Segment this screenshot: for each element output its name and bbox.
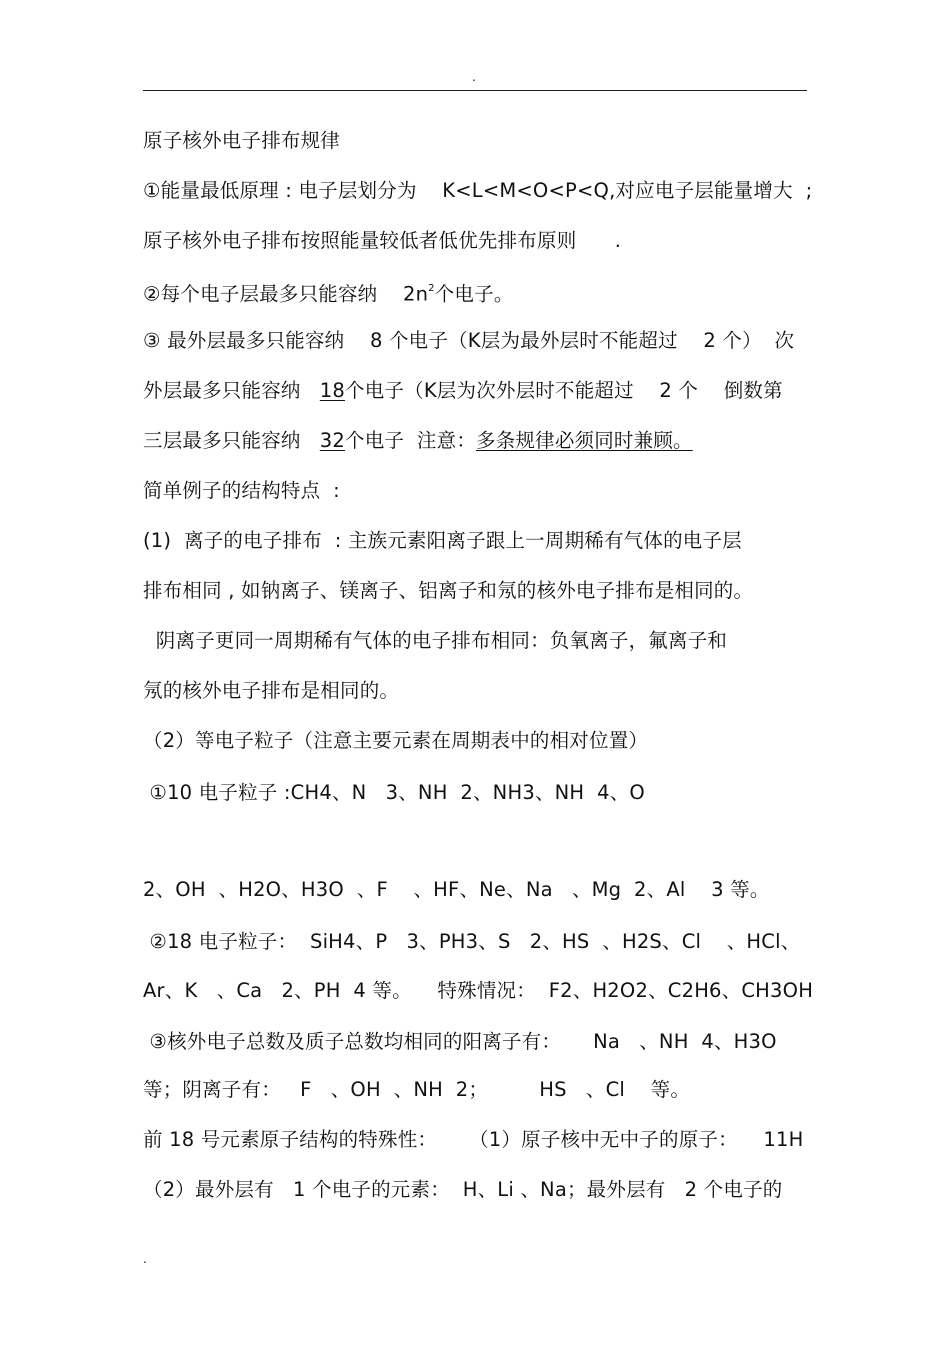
text-line: ①10 电子粒子 :CH4、N 3、NH 2、NH3、NH 4、O (143, 781, 645, 804)
text-span: 三层最多只能容纳 (143, 429, 320, 452)
text-line (143, 428, 693, 454)
text-line: 原子核外电子排布按照能量较低者低优先排布原则 . (143, 229, 622, 252)
text-line: 等；阴离子有： F 、OH 、NH 2； HS 、Cl 等。 (143, 1078, 691, 1101)
text-line: 2、OH 、H2O、H3O 、F 、HF、Ne、Na 、Mg 2、Al 3 等。 (143, 878, 770, 901)
text-span: 个电子（K层为次外层时不能超过 2 个 倒数第 (345, 379, 783, 402)
text-span: 个电子。 (434, 282, 514, 306)
text-line: ①能量最低原理 : 电子层划分为 K<L<M<O<P<Q,对应电子层能量增大 ; (143, 179, 813, 202)
text-line (143, 378, 783, 404)
footer-dot: . (143, 1252, 147, 1266)
text-line: 阴离子更同一周期稀有气体的电子排布相同：负氧离子，氟离子和 (143, 629, 728, 652)
text-line: ②18 电子粒子： SiH4、P 3、PH3、S 2、HS 、H2S、Cl 、HCl、 (143, 930, 801, 953)
text-span: ②每个电子层最多只能容纳 2n (143, 282, 429, 306)
text-line: （2）最外层有 1 个电子的元素： H、Li 、Na；最外层有 2 个电子的 (143, 1178, 783, 1201)
text-line: (1) 离子的电子排布 : 主族元素阳离子跟上一周期稀有气体的电子层 (143, 529, 742, 552)
section-title-electron-rules: 原子核外电子排布规律 (143, 129, 341, 152)
text-line: 排布相同 , 如钠离子、镁离子、铝离子和氖的核外电子排布是相同的。 (143, 579, 754, 602)
text-line: （2）等电子粒子（注意主要元素在周期表中的相对位置） (143, 729, 649, 752)
superscript: 2 (428, 283, 435, 294)
text-line: ③ 最外层最多只能容纳 8 个电子（K层为最外层时不能超过 2 个） 次 (143, 329, 795, 352)
text-line: ③核外电子总数及质子总数均相同的阳离子有： Na 、NH 4、H3O (143, 1030, 777, 1053)
text-line: Ar、K 、Ca 2、PH 4 等。 特殊情况： F2、H2O2、C2H6、CH3OH (143, 979, 814, 1002)
text-line: 前 18 号元素原子结构的特殊性： （1）原子核中无中子的原子： 11H (143, 1128, 804, 1151)
text-span: 个电子 注意： (345, 429, 477, 452)
text-span: 外层最多只能容纳 (143, 379, 320, 402)
header-rule (143, 90, 807, 91)
text-line (143, 278, 514, 308)
header-dot: . (472, 70, 476, 84)
underlined-number: 32 (319, 429, 346, 452)
underlined-number: 18 (319, 379, 346, 402)
section-title-structure: 简单例子的结构特点 : (143, 479, 340, 502)
underlined-note: 多条规律必须同时兼顾。 (476, 429, 693, 452)
text-line: 氖的核外电子排布是相同的。 (143, 679, 400, 702)
